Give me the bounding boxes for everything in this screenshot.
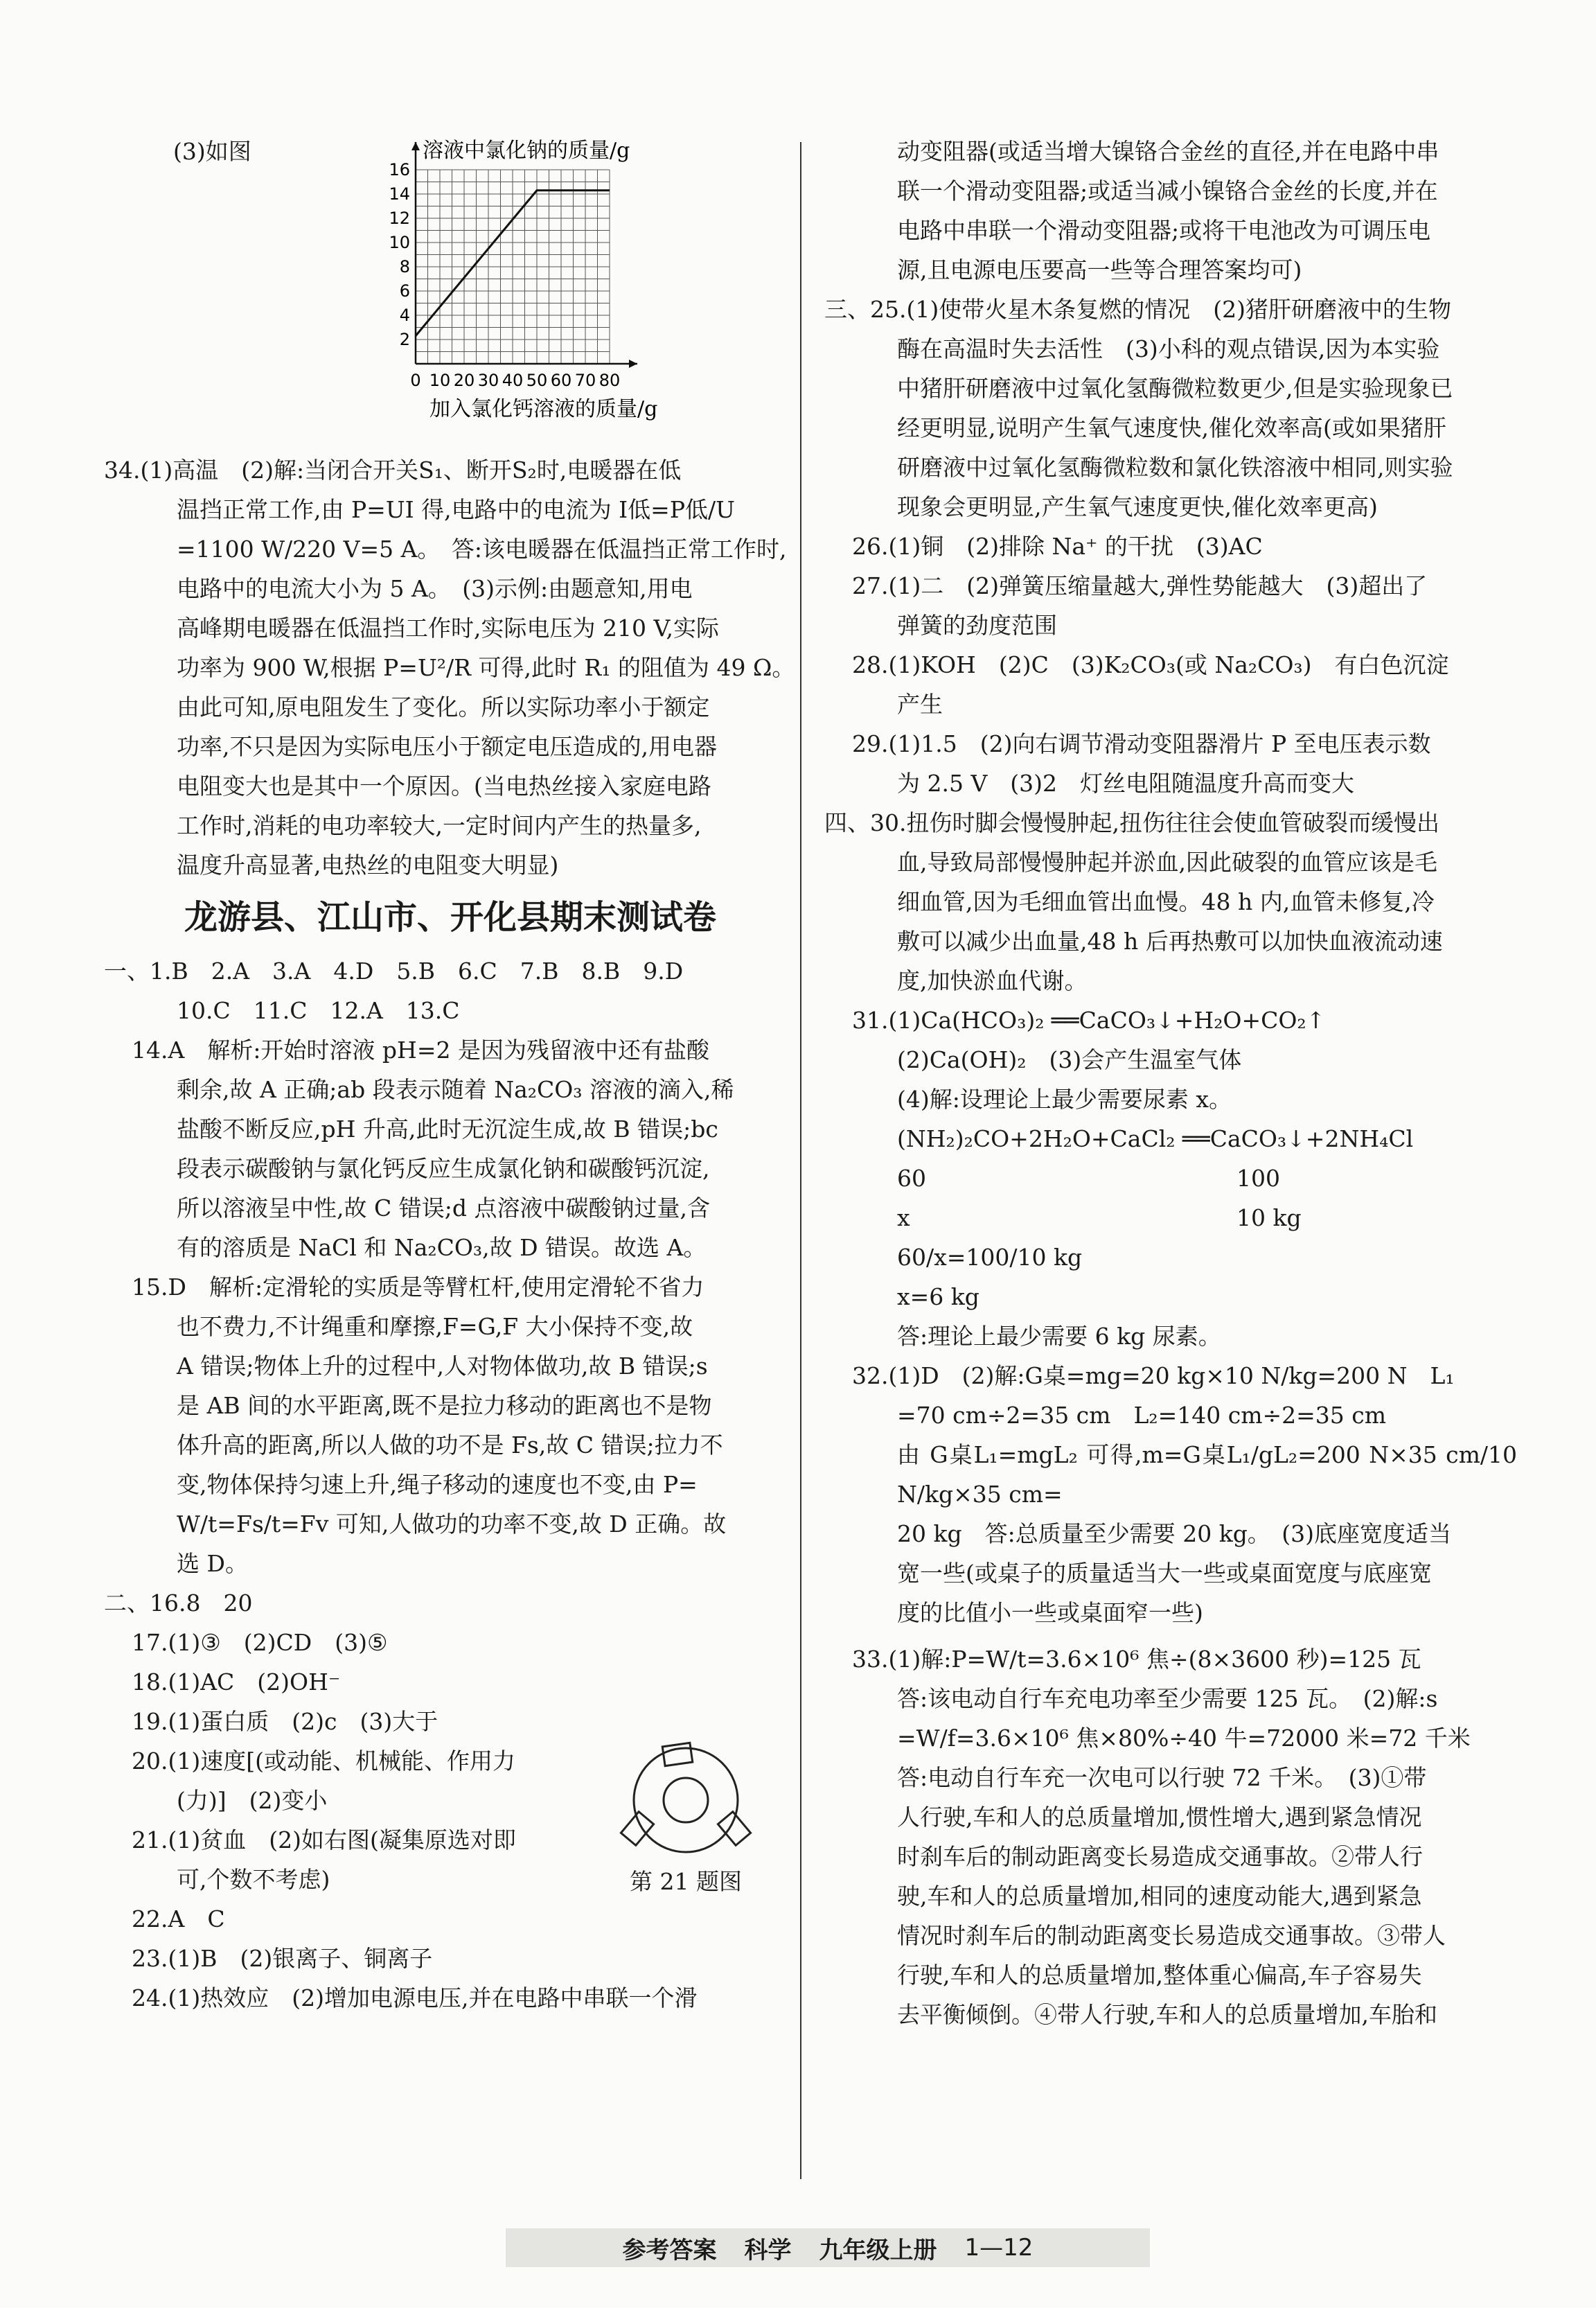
q32-line: 32.(1)D (2)解:G桌=mg=20 kg×10 N/kg=200 N L₁ <box>852 1362 1455 1389</box>
q33-line: 驶,车和人的总质量增加,相同的速度动能大,遇到紧急 <box>897 1883 1422 1910</box>
q33-line: 答:该电动自行车充电功率至少需要 125 瓦。 (2)解:s <box>897 1685 1438 1712</box>
x-tick-label: 60 <box>550 371 572 390</box>
q29-line: 为 2.5 V (3)2 灯丝电阻随温度升高而变大 <box>897 770 1355 797</box>
q15-block <box>104 1267 797 1583</box>
x-tick-label: 80 <box>598 371 621 390</box>
q26-answer: 26.(1)铜 (2)排除 Na⁺ 的干扰 (3)AC <box>852 533 1263 560</box>
q25-line: 酶在高温时失去活性 (3)小科的观点错误,因为本实验 <box>897 335 1440 362</box>
q33-line: 时刹车后的制动距离变长易造成交通事故。②带人行 <box>897 1843 1423 1870</box>
q31-calc-cell: x <box>897 1204 910 1231</box>
y-tick-label: 16 <box>389 160 410 179</box>
y-tick-label: 8 <box>399 257 410 276</box>
q14-line: 14.A 解析:开始时溶液 pH=2 是因为残留液中还有盐酸 <box>132 1037 709 1064</box>
x-tick-label: 10 <box>429 371 451 390</box>
footer-subject: 科学 <box>744 2236 792 2264</box>
q34-line: 由此可知,原电阻发生了变化。所以实际功率小于额定 <box>177 694 710 721</box>
q24-answer: 24.(1)热效应 (2)增加电源电压,并在电路中串联一个滑 <box>132 1984 698 2011</box>
q34-line: 功率为 900 W,根据 P=U²/R 可得,此时 R₁ 的阻值为 49 Ω。 <box>177 654 795 681</box>
left-column <box>104 132 797 2018</box>
q30-line: 四、30.扭伤时脚会慢慢肿起,扭伤往往会使血管破裂而缓慢出 <box>824 809 1439 836</box>
q31-line: (2)Ca(OH)₂ (3)会产生温室气体 <box>897 1046 1242 1073</box>
q20-21-block <box>104 1741 797 1939</box>
y-tick-label: 14 <box>389 184 410 204</box>
q32-line: 宽一些(或桌子的质量适当大一些或桌面宽度与底座宽 <box>897 1560 1432 1587</box>
q24-line: 联一个滑动变阻器;或适当减小镍铬合金丝的长度,并在 <box>897 177 1438 204</box>
q34-line: 温挡正常工作,由 P=UI 得,电路中的电流为 I低=P低/U <box>177 496 735 523</box>
q25-line: 中猪肝研磨液中过氧化氢酶微粒数更少,但是实验现象已 <box>897 375 1453 402</box>
q32-block <box>824 1356 1517 1632</box>
y-tick-label: 4 <box>399 306 410 325</box>
q34-line: 电路中的电流大小为 5 A。 (3)示例:由题意知,用电 <box>177 575 693 602</box>
q31-block <box>824 1001 1517 1356</box>
right-column <box>824 132 1517 2034</box>
q24-line: 源,且电源电压要高一些等合理答案均可) <box>897 256 1302 283</box>
q31-calc-cell: 10 kg <box>1236 1204 1302 1231</box>
q31-line: (NH₂)₂CO+2H₂O+CaCl₂ ══CaCO₃↓+2NH₄Cl <box>897 1125 1414 1152</box>
y-tick-label: 2 <box>399 330 410 349</box>
q30-line: 度,加快淤血代谢。 <box>897 967 1088 994</box>
q30-block <box>824 803 1517 1001</box>
nacl-mass-chart <box>367 132 727 450</box>
q34-line: 高峰期电暖器在低温挡工作时,实际电压为 210 V,实际 <box>177 615 720 642</box>
q20-line: (力)] (2)变小 <box>177 1787 328 1814</box>
q28-line: 产生 <box>897 691 943 718</box>
q32-line: 由 G桌L₁=mgL₂ 可得,m=G桌L₁/gL₂=200 N×35 cm/10 N/kg×35 cm= <box>897 1441 1517 1508</box>
x-axis-arrow <box>629 360 637 368</box>
q15-line: 是 AB 间的水平距离,既不是拉力移动的距离也不是物 <box>177 1392 712 1419</box>
q17-answer: 17.(1)③ (2)CD (3)⑤ <box>132 1629 388 1656</box>
q31-answer: 答:理论上最少需要 6 kg 尿素。 <box>897 1323 1221 1350</box>
section-title: 龙游县、江山市、开化县期末测试卷 <box>184 898 716 937</box>
y-axis-label: 溶液中氯化钠的质量/g <box>423 139 630 163</box>
q25-line: 经更明显,说明产生氧气速度快,催化效率高(或如果猪肝 <box>897 414 1446 441</box>
q31-result: x=6 kg <box>897 1283 979 1310</box>
y-tick-label: 10 <box>389 233 410 252</box>
q24-cont-block <box>824 132 1517 290</box>
q20-line: 20.(1)速度[(或动能、机械能、作用力 <box>132 1747 515 1774</box>
q30-line: 血,导致局部慢慢肿起并淤血,因此破裂的血管应该是毛 <box>897 849 1437 876</box>
y-tick-label: 6 <box>399 281 410 301</box>
fig21-caption: 第 21 题图 <box>630 1868 742 1895</box>
q27-line: 弹簧的劲度范围 <box>897 612 1057 639</box>
mc-answers-2: 10.C 11.C 12.A 13.C <box>177 997 460 1024</box>
q33-line: 行驶,车和人的总质量增加,整体重心偏高,车子容易失 <box>897 1962 1422 1989</box>
q34-line: 34.(1)高温 (2)解:当闭合开关S₁、断开S₂时,电暖器在低 <box>104 457 682 484</box>
q14-line: 所以溶液呈中性,故 C 错误;d 点溶液中碳酸钠过量,含 <box>177 1195 710 1222</box>
x-tick-label: 20 <box>453 371 475 390</box>
q32-line: =70 cm÷2=35 cm L₂=140 cm÷2=35 cm <box>897 1402 1387 1429</box>
footer-page-number: 1—12 <box>964 2234 1034 2262</box>
q14-line: 有的溶质是 NaCl 和 Na₂CO₃,故 D 错误。故选 A。 <box>177 1234 707 1261</box>
q15-line: A 错误;物体上升的过程中,人对物体做功,故 B 错误;s <box>177 1353 708 1380</box>
q30-line: 敷可以减少出血量,48 h 后再热敷可以加快血液流动速 <box>897 928 1443 955</box>
q32-line: 度的比值小一些或桌面窄一些) <box>897 1599 1203 1626</box>
q33-line: 去平衡倾倒。④带人行驶,车和人的总质量增加,车胎和 <box>897 2001 1437 2028</box>
blood-cell-diagram <box>610 1741 762 1859</box>
q31-calc-cell: 100 <box>1236 1165 1280 1192</box>
q27-line: 27.(1)二 (2)弹簧压缩量越大,弹性势能越大 (3)超出了 <box>852 572 1428 599</box>
q25-block <box>824 290 1517 527</box>
q25-line: 现象会更明显,产生氧气速度更快,催化效率更高) <box>897 493 1378 520</box>
q24-line: 动变阻器(或适当增大镍铬合金丝的直径,并在电路中串 <box>897 138 1439 165</box>
q33-line: 33.(1)解:P=W/t=3.6×10⁶ 焦÷(8×3600 秒)=125 瓦 <box>852 1646 1421 1673</box>
q31-calc-row <box>824 1159 1517 1198</box>
q15-line: 选 D。 <box>177 1550 248 1577</box>
q34-line: 温度升高显著,电热丝的电阻变大明显) <box>177 852 559 879</box>
q25-line: 研磨液中过氧化氢酶微粒数和氯化铁溶液中相同,则实验 <box>897 454 1453 481</box>
q34-line: 工作时,消耗的电功率较大,一定时间内产生的热量多, <box>177 812 702 839</box>
q29-line: 29.(1)1.5 (2)向右调节滑动变阻器滑片 P 至电压表示数 <box>852 730 1431 757</box>
mc-answers-1: 一、1.B 2.A 3.A 4.D 5.B 6.C 7.B 8.B 9.D <box>104 958 684 985</box>
q33-line: 情况时刹车后的制动距离变长易造成交通事故。③带人 <box>897 1922 1446 1949</box>
q15-line: W/t=Fs/t=Fv 可知,人做功的功率不变,故 D 正确。故 <box>177 1510 727 1538</box>
q21-line: 21.(1)贫血 (2)如右图(凝集原选对即 <box>132 1826 516 1853</box>
q14-line: 剩余,故 A 正确;ab 段表示随着 Na₂CO₃ 溶液的滴入,稀 <box>177 1076 734 1103</box>
q24-line: 电路中串联一个滑动变阻器;或将干电池改为可调压电 <box>897 217 1431 244</box>
x-tick-label: 40 <box>502 371 524 390</box>
q34-block <box>104 450 797 885</box>
q34-line: 电阻变大也是其中一个原因。(当电热丝接入家庭电路 <box>177 773 711 800</box>
q14-line: 盐酸不断反应,pH 升高,此时无沉淀生成,故 B 错误;bc <box>177 1116 718 1143</box>
x-tick-label: 0 <box>410 371 421 390</box>
q15-line: 也不费力,不计绳重和摩擦,F=G,F 大小保持不变,故 <box>177 1313 693 1340</box>
q21-figure <box>610 1741 762 1899</box>
y-tick-label: 12 <box>389 209 410 228</box>
q31-calc-cell: 60 <box>897 1165 926 1192</box>
q31-ratio: 60/x=100/10 kg <box>897 1244 1083 1271</box>
q33-block <box>824 1639 1517 2034</box>
q34-line: 功率,不只是因为实际电压小于额定电压造成的,用电器 <box>177 733 717 760</box>
q33-line: =W/f=3.6×10⁶ 焦×80%÷40 牛=72000 米=72 千米 <box>897 1725 1471 1752</box>
x-tick-label: 30 <box>477 371 499 390</box>
x-tick-label: 50 <box>526 371 548 390</box>
q28-line: 28.(1)KOH (2)C (3)K₂CO₃(或 Na₂CO₃) 有白色沉淀 <box>852 651 1449 678</box>
q30-line: 细血管,因为毛细血管出血慢。48 h 内,血管未修复,冷 <box>897 888 1435 915</box>
q14-line: 段表示碳酸钠与氯化钙反应生成氯化钠和碳酸钙沉淀, <box>177 1155 710 1182</box>
y-axis-arrow <box>411 142 420 150</box>
q25-line: 三、25.(1)使带火星木条复燃的情况 (2)猪肝研磨液中的生物 <box>824 296 1451 323</box>
q32-line: 20 kg 答:总质量至少需要 20 kg。 (3)底座宽度适当 <box>897 1520 1452 1547</box>
column-divider <box>800 142 801 2179</box>
q34-line: =1100 W/220 V=5 A。 答:该电暖器在低温挡正常工作时, <box>177 536 787 563</box>
q31-line: (4)解:设理论上最少需要尿素 x。 <box>897 1086 1232 1113</box>
q33-chart-row <box>104 132 797 450</box>
q15-line: 变,物体保持匀速上升,绳子移动的速度也不变,由 P= <box>177 1471 698 1498</box>
q18-answer: 18.(1)AC (2)OH⁻ <box>132 1668 341 1695</box>
page-footer <box>506 2228 1150 2267</box>
q33-line: 答:电动自行车充一次电可以行驶 72 千米。 (3)①带 <box>897 1764 1427 1791</box>
footer-grade: 九年级上册 <box>819 2236 937 2264</box>
q16-answer: 二、16.8 20 <box>104 1589 253 1617</box>
q21-line: 可,个数不考虑) <box>177 1866 330 1893</box>
q15-line: 15.D 解析:定滑轮的实质是等臂杠杆,使用定滑轮不省力 <box>132 1274 704 1301</box>
q31-line: 31.(1)Ca(HCO₃)₂ ══CaCO₃↓+H₂O+CO₂↑ <box>852 1007 1326 1034</box>
q15-line: 体升高的距离,所以人做的功不是 Fs,故 C 错误;拉力不 <box>177 1432 723 1459</box>
x-tick-label: 70 <box>574 371 596 390</box>
q14-block <box>104 1030 797 1267</box>
q23-answer: 23.(1)B (2)银离子、铜离子 <box>132 1945 433 1972</box>
q19-answer: 19.(1)蛋白质 (2)c (3)大于 <box>132 1708 438 1735</box>
x-axis-label: 加入氯化钙溶液的质量/g <box>429 397 658 421</box>
footer-reference-answers: 参考答案 <box>622 2236 717 2264</box>
q22-answer: 22.A C <box>132 1905 225 1932</box>
q31-calc-row <box>824 1198 1517 1237</box>
q33-line: 人行驶,车和人的总质量增加,惯性增大,遇到紧急情况 <box>897 1804 1422 1831</box>
q33-3-label: (3)如图 <box>173 138 251 165</box>
